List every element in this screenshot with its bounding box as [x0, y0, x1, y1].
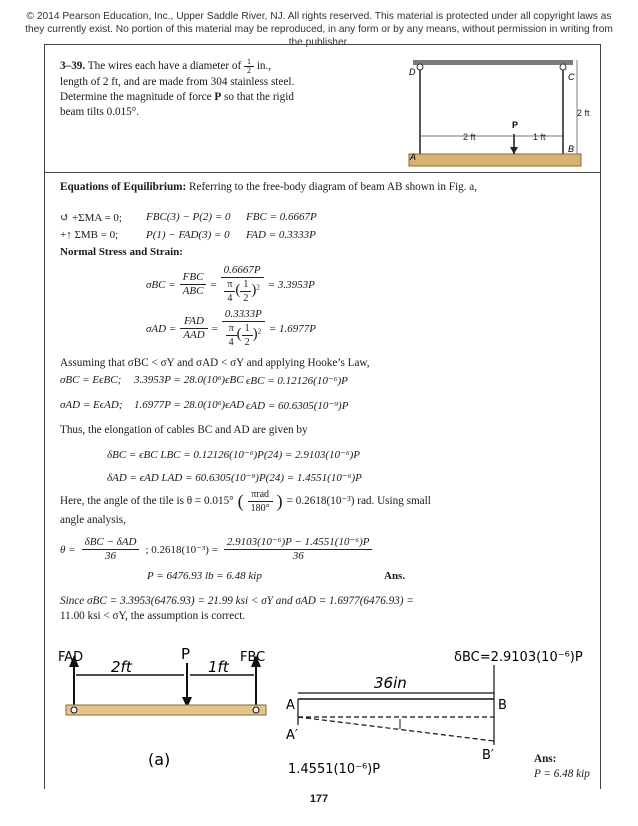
equilibrium-text: Referring to the free-body diagram of beam AB shown in Fig. a, [186, 181, 478, 193]
moment-A-label: ↺ +ΣMA = 0; [60, 212, 122, 224]
dim-1ft: 1 ft [533, 132, 546, 142]
dim-height: 2 ft [577, 108, 590, 118]
section-divider [44, 172, 600, 173]
stress-AD-area-fraction [222, 308, 265, 349]
ceiling-support [413, 60, 573, 65]
fraction-denominator: 36 [292, 550, 304, 562]
hooke-intro: Assuming that σBC < σY and σAD < σY and applying Hooke’s Law, [60, 357, 370, 369]
pin-B-sketch [253, 707, 259, 713]
fraction-denominator: ABC [182, 285, 204, 297]
stress-heading: Normal Stress and Strain: [60, 246, 183, 258]
final-result: P = 6476.93 lb = 6.48 kip [147, 570, 262, 582]
four-symbol: 4 [228, 337, 234, 348]
assumption-check-line1: Since σBC = 3.3953(6476.93) = 21.99 ksi < σY and σAD = 1.6977(6476.93) = [60, 595, 414, 607]
problem-text-part: so that the rigid beam tilts 0.015°. [60, 91, 294, 118]
theta-fraction [82, 536, 140, 563]
final-answer-label: Ans: [534, 753, 557, 765]
fraction-numerator: δBC − δAD [82, 536, 140, 550]
dim-2ft: 2 ft [463, 132, 476, 142]
two-symbol: 2 [244, 337, 250, 348]
fraction-denominator: 180° [250, 503, 270, 514]
fraction-numerator: FBC [180, 271, 207, 285]
stress-AD-result: = 1.6977P [268, 322, 317, 335]
label-dBC: δBC=2.9103(10⁻⁶)P [454, 650, 583, 665]
label-P-sketch: P [181, 645, 191, 663]
copyright-notice: © 2014 Pearson Education, Inc., Upper Saddle River, NJ. All rights reserved. This material is protected under all copyright laws as they currently exist. No portion of this material may be reproduced, in any form or by any means, without permission in writing from the publisher. [25, 11, 613, 48]
theta-lhs: θ = [60, 543, 76, 556]
elongation-intro: Thus, the elongation of cables BC and AD are given by [60, 424, 308, 436]
moment-B-label: +↑ ΣMB = 0; [60, 229, 119, 241]
rigid-beam [409, 154, 581, 166]
hooke-BC-result: ϵBC = 0.12126(10⁻⁶)P [246, 375, 348, 387]
fraction-denominator: $\frac{\pi}{4}$ ( $\frac{1}{2}$ )$^2$ [222, 322, 265, 349]
stress-AD-lhs: σAD = [146, 322, 177, 335]
label-C: C [568, 72, 575, 82]
label-figure-a: (a) [148, 750, 171, 769]
pi-symbol: π [226, 322, 237, 336]
fraction-numerator: 0.6667P [221, 264, 264, 278]
label-B-prime: B′ [482, 748, 494, 763]
moment-B-equation: P(1) − FAD(3) = 0 [146, 229, 230, 241]
problem-figure [405, 58, 595, 170]
elongation-AD: δAD = ϵAD LAD = 60.6305(10⁻⁹)P(24) = 1.4551(10⁻⁶)P [107, 472, 362, 484]
answer-label: Ans. [384, 570, 406, 582]
label-A-prime: A′ [286, 728, 298, 743]
stress-BC-fraction [180, 271, 207, 298]
hooke-AD-law: σAD = EϵAD; [60, 399, 123, 411]
fraction-denominator: 36 [105, 550, 117, 562]
force-symbol: P [214, 91, 222, 103]
angle-fraction [248, 488, 273, 515]
assumption-check [60, 594, 590, 624]
hooke-BC-substitution: 3.3953P = 28.0(10⁶)ϵBC [134, 374, 244, 386]
fraction-denominator: 2 [247, 66, 252, 75]
label-dAD: 1.4551(10⁻⁶)P [288, 762, 381, 777]
label-P: P [512, 120, 519, 130]
elongation-BC: δBC = ϵBC LBC = 0.12126(10⁻⁶)P(24) = 2.9103(10⁻⁶)P [107, 449, 361, 461]
theta-substituted-fraction [224, 536, 373, 563]
label-2ft: 2ft [111, 658, 132, 676]
angle-result: = 0.2618(10⁻³) rad. Using small [286, 495, 431, 507]
label-A: A [410, 152, 417, 162]
problem-text-part: in., length of 2 ft, and are made from 304 stainless steel. Determine the magnitude of force [60, 60, 295, 103]
diameter-fraction [244, 58, 254, 75]
label-B: B [568, 144, 575, 154]
theta-middle: ; 0.2618(10⁻³) = [145, 544, 218, 556]
pin-A-sketch [71, 707, 77, 713]
fraction-numerator: 2.9103(10⁻⁶)P − 1.4551(10⁻⁶)P [224, 536, 373, 550]
final-answer-box [534, 752, 596, 782]
hooke-AD-result: ϵAD = 60.6305(10⁻⁹)P [246, 400, 349, 412]
page-number: 177 [309, 793, 329, 805]
problem-number: 3–39. [60, 60, 86, 73]
hooke-AD-substitution: 1.6977P = 28.0(10⁶)ϵAD [134, 399, 245, 411]
stress-BC-result: = 3.3953P [267, 278, 315, 291]
stress-BC-equation: σBC = $\frac{\text{FBC}}{\text{ABC}}$ = 0.6667P $\frac{\pi}{4}$ ( $\frac{1}{2}$ )$^2$ = 3.3953P [146, 264, 315, 304]
equilibrium-heading: Equations of Equilibrium: [60, 181, 187, 193]
stress-AD-fraction [180, 315, 207, 342]
beam-sketch [66, 705, 266, 715]
fraction-numerator: FAD [180, 315, 207, 329]
angle-text: Here, the angle of the tile is θ = 0.015° [60, 495, 234, 507]
pin-D [417, 64, 423, 70]
moment-B-result: FAD = 0.3333P [246, 229, 316, 241]
angle-conversion: Here, the angle of the tile is θ = 0.015° ( $\frac{\text{πrad}}{180^\circ}$ ) = 0.2618(10⁻³) rad. Using small [60, 489, 431, 514]
label-B-sketch: B [498, 698, 507, 713]
one-symbol: 1 [242, 322, 253, 336]
stress-AD-equation: σAD = $\frac{\text{FAD}}{\text{AAD}}$ = 0.3333P $\frac{\pi}{4}$ ( $\frac{1}{2}$ )$^2$ = 1.6977P [146, 308, 317, 348]
label-36in: 36in [374, 674, 407, 692]
hooke-BC-law: σBC = EϵBC; [60, 374, 122, 386]
beam-tilted [298, 717, 494, 741]
fraction-numerator: 1 [244, 58, 254, 67]
label-FAD: FAD [58, 650, 84, 665]
one-symbol: 1 [240, 278, 251, 292]
problem-text-part: The wires each have a diameter of [87, 60, 245, 73]
assumption-check-line2: 11.00 ksi < σY, the assumption is correct. [60, 610, 246, 622]
problem-statement [60, 58, 300, 120]
stress-BC-area-fraction [221, 264, 264, 305]
label-FBC: FBC [240, 650, 266, 665]
pi-symbol: π [224, 278, 235, 292]
fraction-denominator: AAD [183, 329, 205, 341]
two-symbol: 2 [243, 293, 249, 304]
force-arrowhead [510, 147, 518, 154]
angle-text-cont: angle analysis, [60, 514, 126, 526]
pin-C [560, 64, 566, 70]
equilibrium-intro [60, 180, 590, 195]
moment-A-result: FBC = 0.6667P [246, 211, 317, 223]
final-answer-value: P = 6.48 kip [534, 768, 590, 780]
label-1ft: 1ft [208, 658, 229, 676]
four-symbol: 4 [227, 293, 233, 304]
stress-BC-lhs: σBC = [146, 278, 176, 291]
label-A-sketch: A [286, 698, 295, 713]
theta-equation [60, 536, 372, 563]
free-body-diagram-sketch [56, 645, 286, 775]
moment-A-equation: FBC(3) − P(2) = 0 [146, 211, 231, 223]
label-D: D [409, 67, 416, 77]
fraction-numerator: 0.3333P [222, 308, 265, 322]
fraction-denominator: $\frac{\pi}{4}$ ( $\frac{1}{2}$ )$^2$ [221, 278, 264, 305]
fraction-numerator: πrad [248, 488, 273, 502]
